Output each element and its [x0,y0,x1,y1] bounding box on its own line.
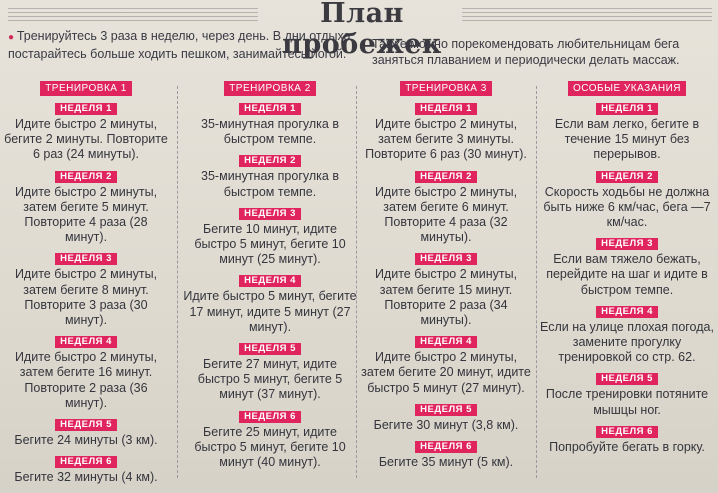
column-training-2 [182,78,358,470]
column-header: ТРЕНИРОВКА 3 [360,78,532,95]
week-text: Бегите 30 минут (3,8 км). [373,417,519,432]
week-badge: НЕДЕЛЯ 1 [239,103,301,115]
week-badge: НЕДЕЛЯ 2 [596,171,658,183]
week-badge: НЕДЕЛЯ 1 [55,103,117,115]
week-text: Бегите 10 минут, идите быстро 5 минут, бегите 10 минут (25 минут). [194,221,346,267]
week-badge: НЕДЕЛЯ 3 [55,253,117,265]
week-text: Бегите 32 минуты (4 км). [14,470,158,485]
week-text: Идите быстро 2 минуты, затем бегите 8 минут. Повторите 3 раза (30 минут). [14,267,158,328]
week-text: Скорость ходьбы не должна быть ниже 6 км/час, бега —7 км/час. [543,184,711,230]
column-header: ТРЕНИРОВКА 2 [182,78,358,95]
week-text: 35-минутная прогулка в быстром темпе. [201,169,339,199]
week-badge: НЕДЕЛЯ 4 [239,275,301,287]
week-text: Бегите 35 минут (5 км). [378,455,514,470]
intro-right: Также можно порекомендовать любительницам бега заняться плаванием и периодически делать массаж. [372,37,680,67]
column-special-notes [540,78,714,455]
week-badge: НЕДЕЛЯ 6 [596,426,658,438]
week-text: Если на улице плохая погода, замените прогулку тренировкой со стр. 62. [540,319,714,365]
week-text: Идите быстро 2 минуты, затем бегите 20 минут, идите быстро 5 минут (27 минут). [361,350,531,395]
week-badge: НЕДЕЛЯ 6 [415,441,477,453]
column-training-3 [360,78,532,470]
week-text: Бегите 24 минуты (3 км). [14,433,158,448]
week-badge: НЕДЕЛЯ 6 [239,411,301,423]
column-divider [536,86,537,478]
column-training-1 [2,78,170,485]
week-badge: НЕДЕЛЯ 5 [55,419,117,431]
week-text: Идите быстро 2 минуты, затем бегите 16 минут. Повторите 2 раза (36 минут). [14,350,158,410]
week-badge: НЕДЕЛЯ 5 [596,373,658,385]
week-text: Если вам тяжело бежать, перейдите на шаг и идите в быстром темпе. [546,252,708,297]
week-text: После тренировки потяните мышцы ног. [545,387,709,417]
week-badge: НЕДЕЛЯ 4 [596,306,658,318]
week-text: 35-минутная прогулка в быстром темпе. [201,117,339,147]
week-badge: НЕДЕЛЯ 1 [596,103,658,115]
title-rule-right [462,8,712,22]
week-badge: НЕДЕЛЯ 4 [55,336,117,348]
column-header: ТРЕНИРОВКА 1 [2,78,170,95]
week-badge: НЕДЕЛЯ 4 [415,336,477,348]
intro-left-text: Тренируйтесь 3 раза в неделю, через день. В дни отдыха постарайтесь больше ходить пешком, занимайтесь йогой. [8,29,351,61]
week-badge: НЕДЕЛЯ 6 [55,456,117,468]
week-text: Идите быстро 5 минут, бегите 17 минут, идите 5 минут (27 минут). [183,289,357,334]
week-text: Бегите 27 минут, идите быстро 5 минут, бегите 5 минут (37 минут). [197,357,343,402]
week-text: Идите быстро 2 минуты, затем бегите 3 минуты. Повторите 6 раз (30 минут). [365,117,527,162]
week-badge: НЕДЕЛЯ 3 [596,238,658,250]
week-text: Если вам легко, бегите в течение 15 минут без перерывов. [554,117,700,162]
page-title: План пробежек [282,0,442,60]
week-badge: НЕДЕЛЯ 5 [239,343,301,355]
week-badge: НЕДЕЛЯ 5 [415,404,477,416]
week-badge: НЕДЕЛЯ 2 [55,171,117,183]
week-text: Идите быстро 2 минуты, затем бегите 5 минут. Повторите 4 раза (28 минут). [14,184,158,245]
column-header: ОСОБЫЕ УКАЗАНИЯ [540,78,714,95]
week-text: Попробуйте бегать в горку. [549,439,705,454]
column-divider [177,86,178,478]
week-text: Идите быстро 2 минуты, бегите 2 минуты. Повторите 6 раз (24 минуты). [4,117,168,162]
title-rule-left [8,8,258,22]
week-badge: НЕДЕЛЯ 3 [415,253,477,265]
week-badge: НЕДЕЛЯ 1 [415,103,477,115]
week-text: Идите быстро 2 минуты, затем бегите 6 минут. Повторите 4 раза (32 минуты). [374,184,518,245]
week-badge: НЕДЕЛЯ 3 [239,208,301,220]
week-badge: НЕДЕЛЯ 2 [239,155,301,167]
intro-left [8,28,353,62]
week-badge: НЕДЕЛЯ 2 [415,171,477,183]
week-text: Идите быстро 2 минуты, затем бегите 15 минут. Повторите 2 раза (34 минуты). [374,267,518,328]
bullet-icon: ● [8,32,17,43]
week-text: Бегите 25 минут, идите быстро 5 минут, бегите 10 минут (40 минут). [194,424,346,470]
